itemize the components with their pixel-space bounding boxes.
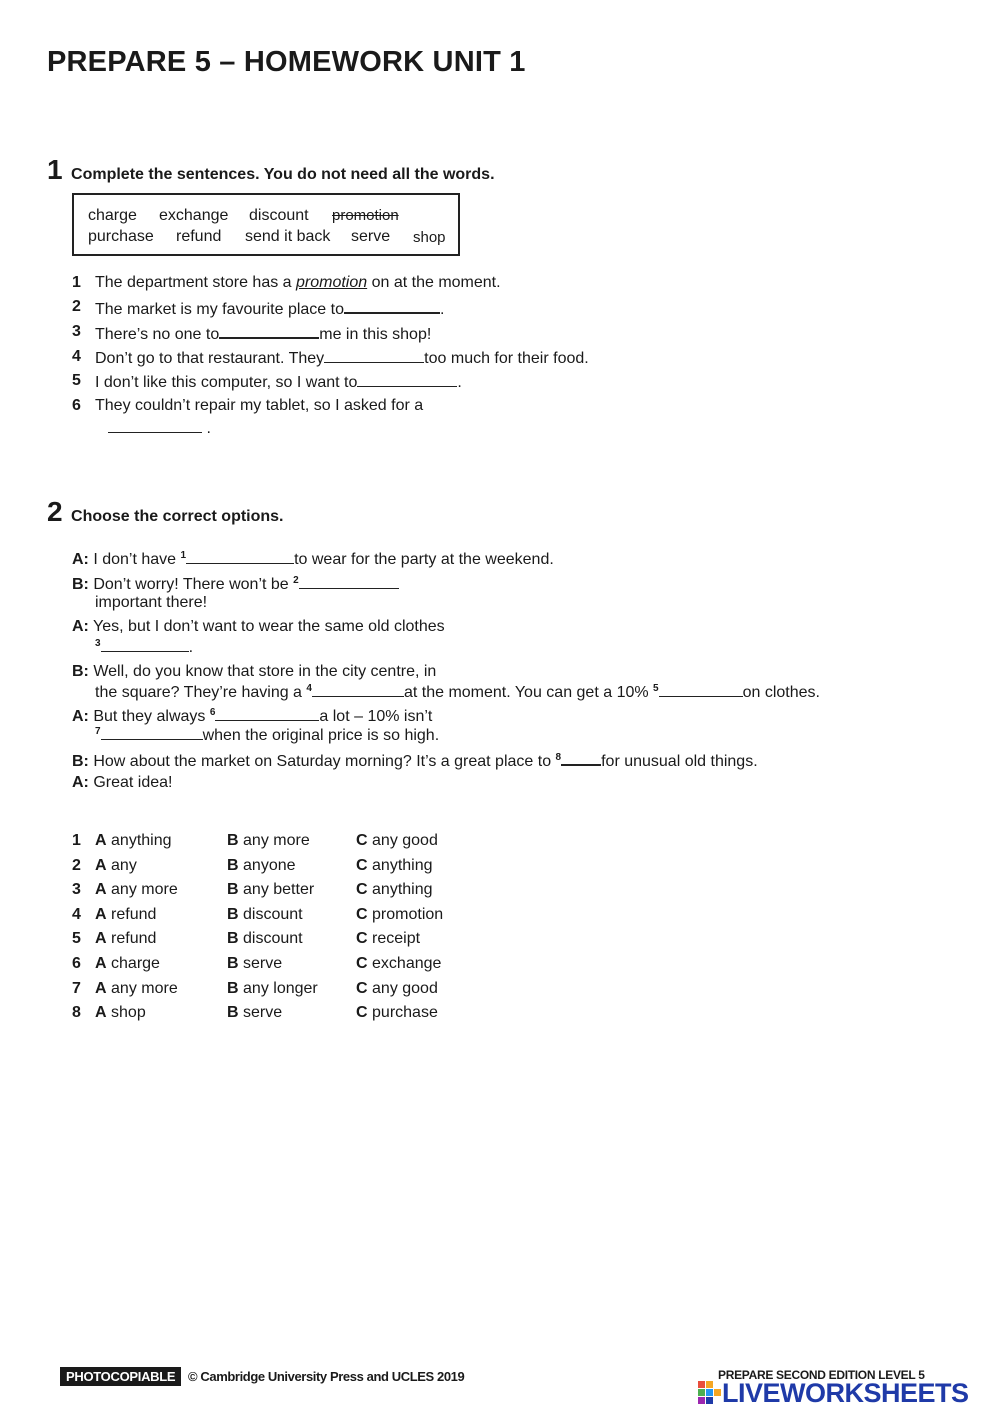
option-b[interactable]: B serve <box>227 1004 283 1021</box>
option-b[interactable]: B any better <box>227 881 315 898</box>
exercise-item: 1 The department store has a promotion on at the moment. <box>72 274 501 291</box>
answer-example: promotion <box>296 274 368 291</box>
answer-blank[interactable] <box>561 749 601 766</box>
word-option: refund <box>176 228 222 245</box>
exercise-item: 5 I don’t like this computer, so I want to . <box>72 372 462 391</box>
answer-blank[interactable] <box>357 371 457 387</box>
option-c[interactable]: C anything <box>356 881 433 898</box>
option-b[interactable]: B anyone <box>227 857 296 874</box>
option-c[interactable]: C any good <box>356 832 438 849</box>
option-a[interactable]: A refund <box>95 930 157 947</box>
option-b[interactable]: B any longer <box>227 980 318 997</box>
dialogue-line-continuation: important there! <box>95 594 208 611</box>
section-number: 2 <box>47 496 63 527</box>
word-option: charge <box>88 207 137 224</box>
answer-blank[interactable] <box>186 548 294 564</box>
section-2-heading <box>47 496 284 528</box>
word-option: discount <box>249 207 309 224</box>
dialogue-line-continuation: $^7$ when the original price is so high. <box>95 726 440 744</box>
section-number: 1 <box>47 154 63 185</box>
section-1-heading <box>47 154 495 186</box>
word-option: exchange <box>159 207 229 224</box>
word-option-used: promotion <box>332 207 399 224</box>
option-c[interactable]: C promotion <box>356 906 444 923</box>
answer-blank[interactable] <box>324 347 424 363</box>
option-c[interactable]: C receipt <box>356 930 421 947</box>
dialogue-line: A: I don’t have $^1$ to wear for the party at the weekend. <box>72 550 554 568</box>
option-a[interactable]: A shop <box>95 1004 146 1021</box>
dialogue-line: B: Don’t worry! There won’t be $^2$ <box>72 573 399 595</box>
option-c[interactable]: C any good <box>356 980 438 997</box>
answer-blank[interactable] <box>312 681 404 697</box>
option-c[interactable]: C exchange <box>356 955 442 972</box>
copyright-text: © Cambridge University Press and UCLES 2019 <box>188 1369 465 1384</box>
answer-blank[interactable] <box>108 417 202 433</box>
section-instruction: Choose the correct options. <box>71 508 284 525</box>
word-option: send it back <box>245 228 331 245</box>
option-c[interactable]: C purchase <box>356 1004 438 1021</box>
word-box <box>72 193 460 256</box>
section-instruction: Complete the sentences. You do not need all the words. <box>71 166 495 183</box>
answer-blank[interactable] <box>344 297 440 314</box>
exercise-item: 3 There’s no one to me in this shop! <box>72 323 432 343</box>
dialogue-line: B: How about the market on Saturday morning? It’s a great place to $^8$ for unusual old things. <box>72 749 758 772</box>
option-a[interactable]: A any more <box>95 980 178 997</box>
option-a[interactable]: A refund <box>95 906 157 923</box>
option-b[interactable]: B any more <box>227 832 310 849</box>
dialogue-line: A: But they always $^6$ a lot – 10% isn’t <box>72 707 433 725</box>
option-b[interactable]: B discount <box>227 906 303 923</box>
option-a[interactable]: A charge <box>95 955 160 972</box>
dialogue-line: A: Yes, but I don’t want to wear the same old clothes <box>72 618 445 635</box>
page-title: PREPARE 5 – HOMEWORK UNIT 1 <box>47 46 526 78</box>
answer-blank[interactable] <box>101 636 189 652</box>
options-list: 1 A anything B any more C any good 2 A any B anyone C anything 3 A any more B any better C anything 4 A refund B discount C promotion 5 A refund B discount C receipt 6 A charge B serve C exchange 7 A any more B any longer C any good 8 A shop B serve C purchase <box>72 832 444 1021</box>
answer-blank[interactable] <box>659 681 743 697</box>
answer-blank[interactable] <box>215 705 319 721</box>
answer-blank[interactable] <box>101 724 203 740</box>
edition-text: PREPARE SECOND EDITION LEVEL 5 <box>718 1368 925 1382</box>
answer-blank[interactable] <box>299 573 399 589</box>
word-option: shop <box>413 229 446 246</box>
exercise-item-continuation: . <box>108 417 211 439</box>
word-option: purchase <box>88 228 154 245</box>
liveworksheets-logo-icon <box>698 1381 722 1405</box>
exercise-item: 4 Don’t go to that restaurant. They too much for their food. <box>72 348 589 367</box>
dialogue-line: A: Great idea! <box>72 774 173 791</box>
exercise-item: 6 They couldn’t repair my tablet, so I asked for a <box>72 397 424 414</box>
dialogue-line: B: Well, do you know that store in the city centre, in <box>72 663 437 680</box>
answer-blank[interactable] <box>219 322 319 339</box>
dialogue-line-continuation: $^3$ . <box>95 638 194 656</box>
option-a[interactable]: A any more <box>95 881 178 898</box>
exercise-item: 2 The market is my favourite place to . <box>72 298 445 318</box>
word-option: serve <box>351 228 391 245</box>
option-b[interactable]: B discount <box>227 930 303 947</box>
option-c[interactable]: C anything <box>356 857 433 874</box>
option-b[interactable]: B serve <box>227 955 283 972</box>
liveworksheets-logo-text: LIVEWORKSHEETS <box>722 1378 969 1408</box>
photocopiable-badge: PHOTOCOPIABLE <box>60 1367 181 1386</box>
dialogue-line-continuation: the square? They’re having a $^4$ at the moment. You can get a 10% $^5$ on clothes. <box>95 683 820 701</box>
option-a[interactable]: A any <box>95 857 137 874</box>
option-a[interactable]: A anything <box>95 832 172 849</box>
